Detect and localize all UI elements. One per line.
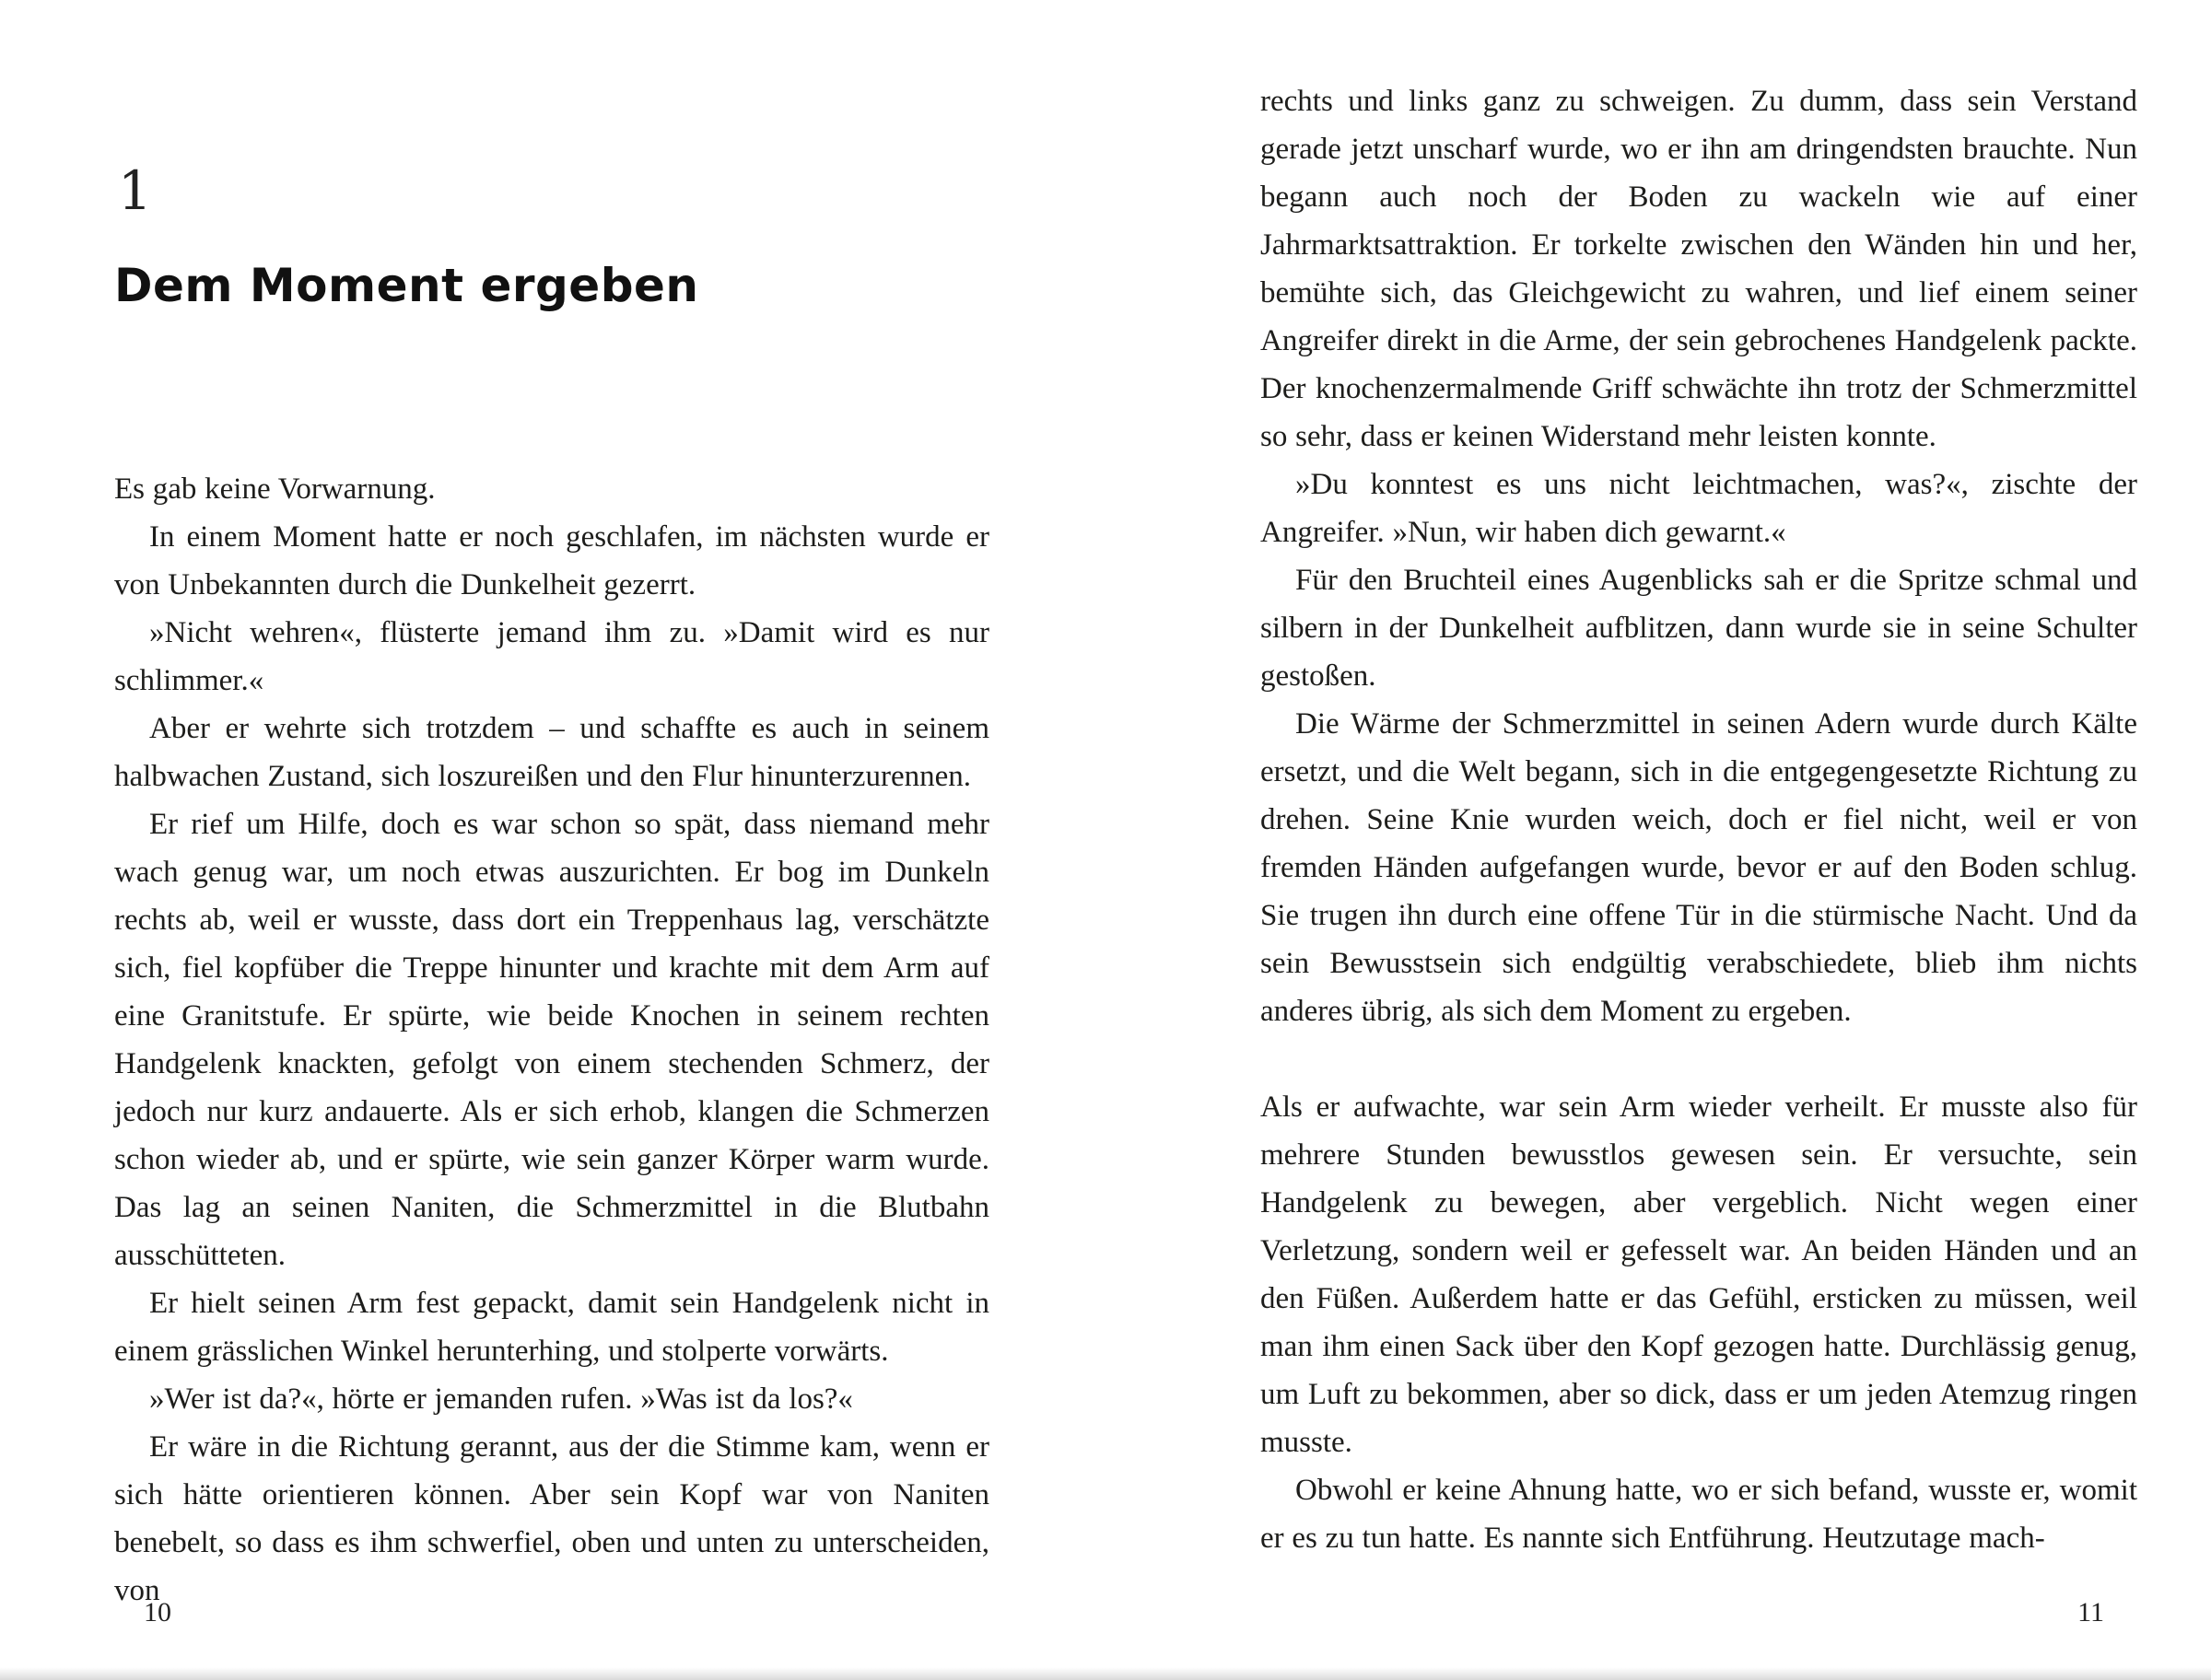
paragraph: Er rief um Hilfe, doch es war schon so spät, dass niemand mehr wach genug war, um noch etwas auszurichten. Er bog im Dunkeln rechts ab, weil er wusste, dass dort ein Treppenhaus lag, verschätzte sich, fiel kopfüber die Treppe hinunter und krachte mit dem Arm auf eine Granitstufe. Er spürte, wie beide Knochen in seinem rechten Handgelenk knackten, gefolgt von einem stechenden Schmerz, der jedoch nur kurz andauerte. Als er sich erhob, klangen die Schmerzen schon wieder ab, und er spürte, wie sein ganzer Körper warm wurde. Das lag an seinen Naniten, die Schmerzmittel in die Blutbahn ausschütteten. bbox=[114, 808, 989, 1272]
left-page-body bbox=[114, 465, 989, 1615]
right-page-body bbox=[1260, 77, 2137, 1562]
paragraph: »Nicht wehren«, flüsterte jemand ihm zu. »Damit wird es nur schlimmer.« bbox=[114, 616, 989, 697]
scene-break bbox=[1260, 1035, 2137, 1083]
chapter-number: 1 bbox=[118, 159, 152, 222]
paragraph: Als er aufwachte, war sein Arm wieder verheilt. Er musste also für mehrere Stunden bewusstlos gewesen sein. Er versuchte, sein Handgelenk zu bewegen, aber vergeblich. Nicht wegen einer Verletzung, sondern weil er gefesselt war. An beiden Händen und an den Füßen. Außerdem hatte er das Gefühl, ersticken zu müssen, weil man ihm einen Sack über den Kopf gezogen hatte. Durchlässig genug, um Luft zu bekommen, aber so dick, dass er um jeden Atemzug ringen musste. bbox=[1260, 1091, 2137, 1459]
paragraph: Aber er wehrte sich trotzdem – und schaffte es auch in seinem halbwachen Zustand, sich loszureißen und den Flur hinunterzurennen. bbox=[114, 712, 989, 793]
paragraph: Die Wärme der Schmerzmittel in seinen Adern wurde durch Kälte ersetzt, und die Welt begann, sich in die entgegengesetzte Richtung zu drehen. Seine Knie wurden weich, doch er fiel nicht, weil er von fremden Händen aufgefangen wurde, bevor er auf den Boden schlug. Sie trugen ihn durch eine offene Tür in die stürmische Nacht. Und da sein Bewusstsein sich endgültig verabschiedete, blieb ihm nichts anderes übrig, als sich dem Moment zu ergeben. bbox=[1260, 707, 2137, 1028]
page-bottom-edge bbox=[0, 1667, 2211, 1680]
paragraph: »Wer ist da?«, hörte er jemanden rufen. »Was ist da los?« bbox=[149, 1382, 853, 1416]
paragraph: Er hielt seinen Arm fest gepackt, damit sein Handgelenk nicht in einem grässlichen Winkel herunterhing, und stolperte vorwärts. bbox=[114, 1287, 989, 1368]
paragraph: Obwohl er keine Ahnung hatte, wo er sich befand, wusste er, womit er es zu tun hatte. Es nannte sich Entführung. Heutzutage mach- bbox=[1260, 1474, 2137, 1555]
paragraph: rechts und links ganz zu schweigen. Zu dumm, dass sein Verstand gerade jetzt unscharf wurde, wo er ihn am dringendsten brauchte. Nun begann auch noch der Boden zu wackeln wie auf einer Jahrmarktsattraktion. Er torkelte zwischen den Wänden hin und her, bemühte sich, das Gleichgewicht zu wahren, und lief einem seiner Angreifer direkt in die Arme, der sein gebrochenes Handgelenk packte. Der knochenzermalmende Griff schwächte ihn trotz der Schmerzmittel so sehr, dass er keinen Widerstand mehr leisten konnte. bbox=[1260, 85, 2137, 453]
page-number-left: 10 bbox=[144, 1597, 171, 1628]
paragraph: Für den Bruchteil eines Augenblicks sah er die Spritze schmal und silbern in der Dunkelheit aufblitzen, dann wurde sie in seine Schulter gestoßen. bbox=[1260, 564, 2137, 693]
page-number-right: 11 bbox=[2077, 1597, 2104, 1628]
paragraph: »Du konntest es uns nicht leichtmachen, was?«, zischte der Angreifer. »Nun, wir haben dich gewarnt.« bbox=[1260, 468, 2137, 549]
left-page bbox=[114, 0, 989, 1680]
chapter-title: Dem Moment ergeben bbox=[114, 259, 699, 312]
paragraph: Es gab keine Vorwarnung. bbox=[114, 472, 436, 506]
right-page bbox=[1260, 0, 2137, 1680]
paragraph: Er wäre in die Richtung gerannt, aus der die Stimme kam, wenn er sich hätte orientieren können. Aber sein Kopf war von Naniten benebelt, so dass es ihm schwerfiel, oben und unten zu unterscheiden, von bbox=[114, 1430, 989, 1607]
paragraph: In einem Moment hatte er noch geschlafen, im nächsten wurde er von Unbekannten durch die Dunkelheit gezerrt. bbox=[114, 520, 989, 601]
